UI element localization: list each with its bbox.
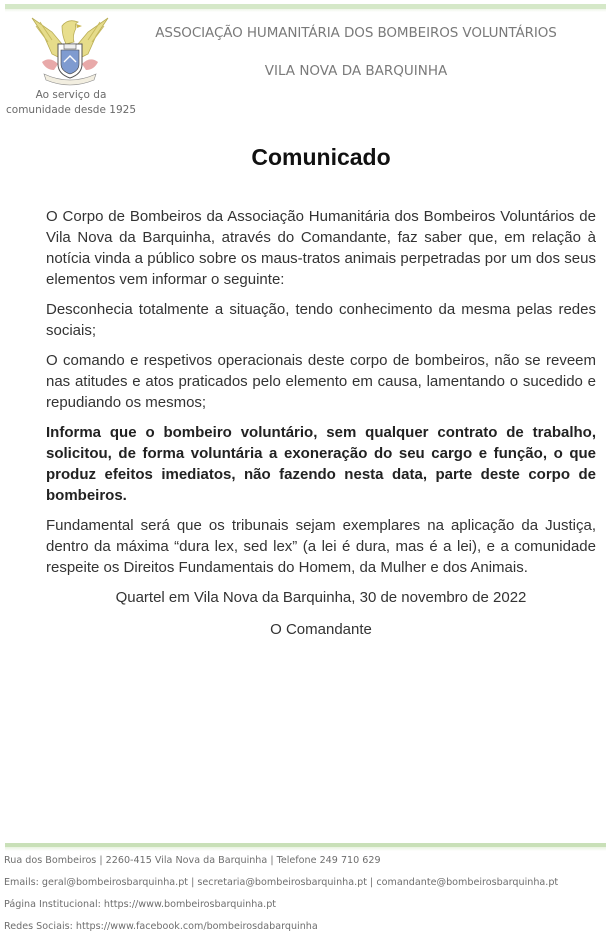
eagle-crest-logo-icon <box>22 14 118 88</box>
footer-social: Redes Sociais: https://www.facebook.com/bombeirosdabarquinha <box>4 921 318 932</box>
footer-address: Rua dos Bombeiros | 2260-415 Vila Nova da Barquinha | Telefone 249 710 629 <box>4 855 381 866</box>
place-and-date: Quartel em Vila Nova da Barquinha, 30 de novembro de 2022 <box>115 589 527 606</box>
organization-city: VILA NOVA DA BARQUINHA <box>264 63 448 79</box>
footer-website: Página Institucional: https://www.bombeirosbarquinha.pt <box>4 899 277 910</box>
footer <box>4 854 608 942</box>
logo-caption <box>0 88 142 118</box>
document-title: Comunicado <box>251 144 391 170</box>
document-body <box>46 206 596 651</box>
logo-caption-line2: comunidade desde 1925 <box>6 104 136 116</box>
footer-emails: Emails: geral@bombeirosbarquinha.pt | secretaria@bombeirosbarquinha.pt | comandante@bombeirosbarquinha.pt <box>4 877 559 888</box>
paragraph-repudiation: O comando e respetivos operacionais deste corpo de bombeiros, não se reveem nas atitudes e atos praticados pelo elemento em causa, lamentando o sucedido e repudiando os mesmos; <box>46 352 596 411</box>
logo-caption-line1: Ao serviço da <box>35 89 107 101</box>
paragraph-unaware: Desconhecia totalmente a situação, tendo conhecimento da mesma pelas redes sociais; <box>46 301 596 339</box>
footer-rule-shadow <box>5 847 606 851</box>
signature: O Comandante <box>270 621 372 638</box>
paragraph-justice: Fundamental será que os tribunais sejam exemplares na aplicação da Justiça, dentro da máxima “dura lex, sed lex” (a lei é dura, mas é a lei), e a comunidade respeite os Direitos Fundamentais do Homem, da Mulher e dos Animais. <box>46 517 596 576</box>
organization-name: ASSOCIAÇÃO HUMANITÁRIA DOS BOMBEIROS VOLUNTÁRIOS <box>155 25 557 41</box>
paragraph-intro: O Corpo de Bombeiros da Associação Humanitária dos Bombeiros Voluntários de Vila Nova da Barquinha, através do Comandante, faz saber que, em relação à notícia vinda a público sobre os maus-tratos animais perpetradas por um dos seus elementos vem informar o seguinte: <box>46 208 596 288</box>
paragraph-resignation: Informa que o bombeiro voluntário, sem qualquer contrato de trabalho, solicitou, de forma voluntária a exoneração do seu cargo e função, o que produz efeitos imediatos, não fazendo nesta data, parte deste corpo de bombeiros. <box>46 424 596 504</box>
header-rule-shadow <box>5 9 606 12</box>
